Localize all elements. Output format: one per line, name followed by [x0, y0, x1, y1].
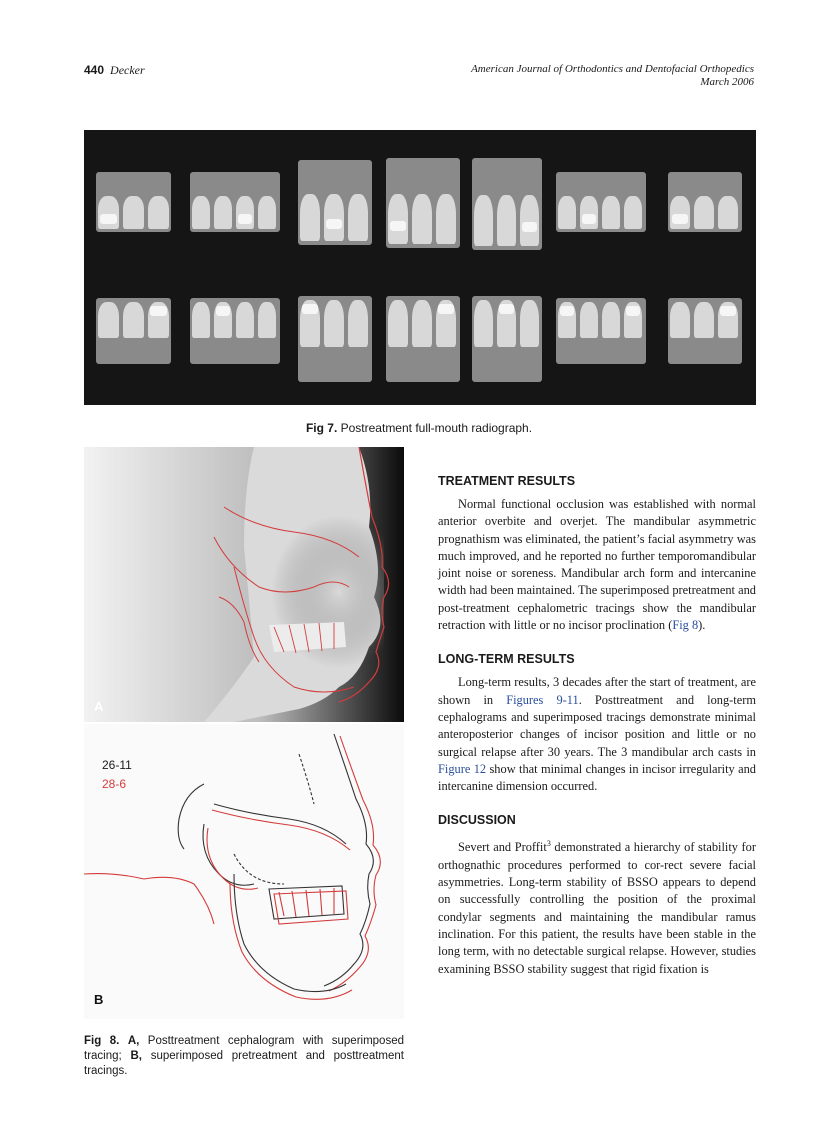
- tooth-shape: [670, 196, 690, 229]
- tooth-shape: [602, 196, 620, 229]
- reference-superscript[interactable]: 3: [546, 839, 551, 849]
- discussion-text-1: Severt and Proffit: [458, 840, 547, 855]
- tooth-shape: [236, 196, 254, 229]
- radiograph-film: [472, 158, 542, 250]
- tooth-shape: [324, 300, 344, 347]
- longterm-text-3: show that minimal changes in incisor irregularity and intercanine dimension occurred.: [438, 761, 756, 794]
- fig8-label: Fig 8.: [84, 1035, 120, 1047]
- figure-12-link[interactable]: Figure 12: [438, 761, 487, 776]
- tooth-shape: [497, 195, 516, 246]
- treatment-results-paragraph: [438, 496, 756, 634]
- radiograph-film: [96, 172, 171, 232]
- issue-date: March 2006: [700, 76, 754, 88]
- cephalogram-drawing: [84, 447, 404, 722]
- fig8-b-label: B,: [130, 1050, 142, 1062]
- superimposed-tracings-image: [84, 724, 404, 1019]
- tooth-shape: [624, 196, 642, 229]
- radiograph-film: [190, 172, 280, 232]
- restoration-shape: [326, 219, 342, 229]
- fig7-caption: [0, 421, 838, 435]
- tooth-shape: [236, 302, 254, 338]
- restoration-shape: [302, 304, 318, 314]
- legend-entry-1: 26-11: [102, 758, 132, 772]
- long-term-results-paragraph: [438, 674, 756, 795]
- tooth-shape: [580, 302, 598, 338]
- restoration-shape: [522, 222, 537, 232]
- tracings-drawing: [84, 724, 404, 1019]
- tooth-shape: [192, 196, 210, 229]
- restoration-shape: [626, 306, 640, 316]
- tooth-shape: [474, 195, 493, 246]
- fig8-caption: [84, 1034, 404, 1079]
- tooth-shape: [348, 194, 368, 241]
- fig8-link[interactable]: Fig 8: [672, 618, 699, 633]
- full-mouth-radiograph-image: [84, 130, 756, 405]
- fig8-a-label: A,: [127, 1035, 140, 1047]
- cephalogram-image: [84, 447, 404, 722]
- restoration-shape: [720, 306, 736, 316]
- discussion-heading: DISCUSSION: [438, 813, 516, 828]
- tooth-shape: [214, 196, 232, 229]
- restoration-shape: [216, 306, 230, 316]
- restoration-shape: [672, 214, 688, 224]
- restoration-shape: [560, 306, 574, 316]
- restoration-shape: [390, 221, 406, 231]
- restoration-shape: [150, 306, 167, 316]
- radiograph-film: [668, 172, 742, 232]
- radiograph-film: [190, 298, 280, 364]
- radiograph-film: [556, 172, 646, 232]
- restoration-shape: [582, 214, 596, 224]
- radiograph-film: [472, 296, 542, 382]
- restoration-shape: [499, 304, 514, 314]
- tooth-shape: [348, 300, 368, 347]
- treatment-results-heading: TREATMENT RESULTS: [438, 474, 576, 488]
- tooth-shape: [388, 194, 408, 244]
- tooth-shape: [412, 300, 432, 347]
- figures-9-11-link[interactable]: Figures 9-11: [506, 692, 579, 707]
- restoration-shape: [100, 214, 117, 224]
- legend-entry-2: 28-6: [102, 777, 127, 791]
- tooth-shape: [520, 195, 539, 246]
- tooth-shape: [558, 196, 576, 229]
- fig8-b-text: superimposed pretreatment and posttreatment tracings.: [84, 1050, 404, 1077]
- restoration-shape: [238, 214, 252, 224]
- treatment-text-2: ).: [698, 618, 706, 633]
- radiograph-film: [386, 158, 460, 248]
- right-text-column: [438, 474, 756, 996]
- tooth-shape: [670, 302, 690, 338]
- radiograph-film: [556, 298, 646, 364]
- tooth-shape: [258, 302, 276, 338]
- tooth-shape: [98, 196, 119, 229]
- tooth-shape: [694, 302, 714, 338]
- long-term-results-heading: LONG-TERM RESULTS: [438, 652, 575, 667]
- tooth-shape: [436, 194, 456, 244]
- tooth-shape: [123, 302, 144, 338]
- tooth-shape: [520, 300, 539, 347]
- panel-a-label: A: [94, 699, 104, 714]
- tooth-shape: [98, 302, 119, 338]
- radiograph-film: [298, 160, 372, 245]
- panel-b-label: B: [94, 992, 104, 1007]
- tooth-shape: [412, 194, 432, 244]
- longterm-text-1: Long-term results, 3 decades after the start of treatment, are shown in: [438, 675, 756, 707]
- radiograph-film: [668, 298, 742, 364]
- restoration-shape: [438, 304, 454, 314]
- tooth-shape: [694, 196, 714, 229]
- journal-name: American Journal of Orthodontics and Dentofacial Orthopedics: [471, 63, 754, 75]
- discussion-paragraph: [438, 835, 756, 978]
- radiograph-film: [298, 296, 372, 382]
- tooth-shape: [148, 196, 169, 229]
- treatment-text-1: Normal functional occlusion was established with normal anterior overbite and overjet. The mandibular asymmetric prognathism was eliminated, the patient’s facial asymmetry was much improved, and he reported no further temporomandibular joint noise or soreness. Mandibular arch form and intercanine width had been maintained. The superimposed pretreatment and post-treatment cephalometric tracings show the mandibular retraction with little or no incisor proclination (: [438, 497, 756, 633]
- fig7-label: Fig 7.: [305, 421, 338, 435]
- radiograph-film: [96, 298, 171, 364]
- radiograph-film: [386, 296, 460, 382]
- tooth-shape: [258, 196, 276, 229]
- tooth-shape: [718, 196, 738, 229]
- author-name: Decker: [110, 63, 145, 77]
- tooth-shape: [388, 300, 408, 347]
- tooth-shape: [123, 196, 144, 229]
- tooth-shape: [602, 302, 620, 338]
- page-number: 440: [84, 63, 105, 77]
- tooth-shape: [474, 300, 493, 347]
- tooth-shape: [300, 194, 320, 241]
- running-header-right: [471, 63, 754, 89]
- tooth-shape: [324, 194, 344, 241]
- longterm-text-2: . Posttreatment and long-term cephalograms and superimposed tracings demonstrate minimal anteroposterior changes of incisor position and little or no surgical relapse after 30 years. The 3 mandibular arch casts in: [438, 692, 756, 759]
- fig8-a-text: Posttreatment cephalogram with superimposed tracing;: [84, 1035, 404, 1062]
- running-header-left: [84, 63, 145, 78]
- tooth-shape: [580, 196, 598, 229]
- tooth-shape: [192, 302, 210, 338]
- tracing-legend: [102, 756, 132, 794]
- fig7-caption-text: Postreatment full-mouth radiograph.: [340, 421, 533, 435]
- discussion-text-2: demonstrated a hierarchy of stability for orthognathic procedures performed to cor-rect severe facial asymmetries. Long-term stability of BSSO appears to depend on successfully controlling the position of the proximal condylar segments and maintaining the mandibular ramus inclination. For this patient, the results have been stable in the long term, with no detectable surgical relapse. However, studies examining BSSO stability suggest that rigid fixation is: [438, 840, 756, 976]
